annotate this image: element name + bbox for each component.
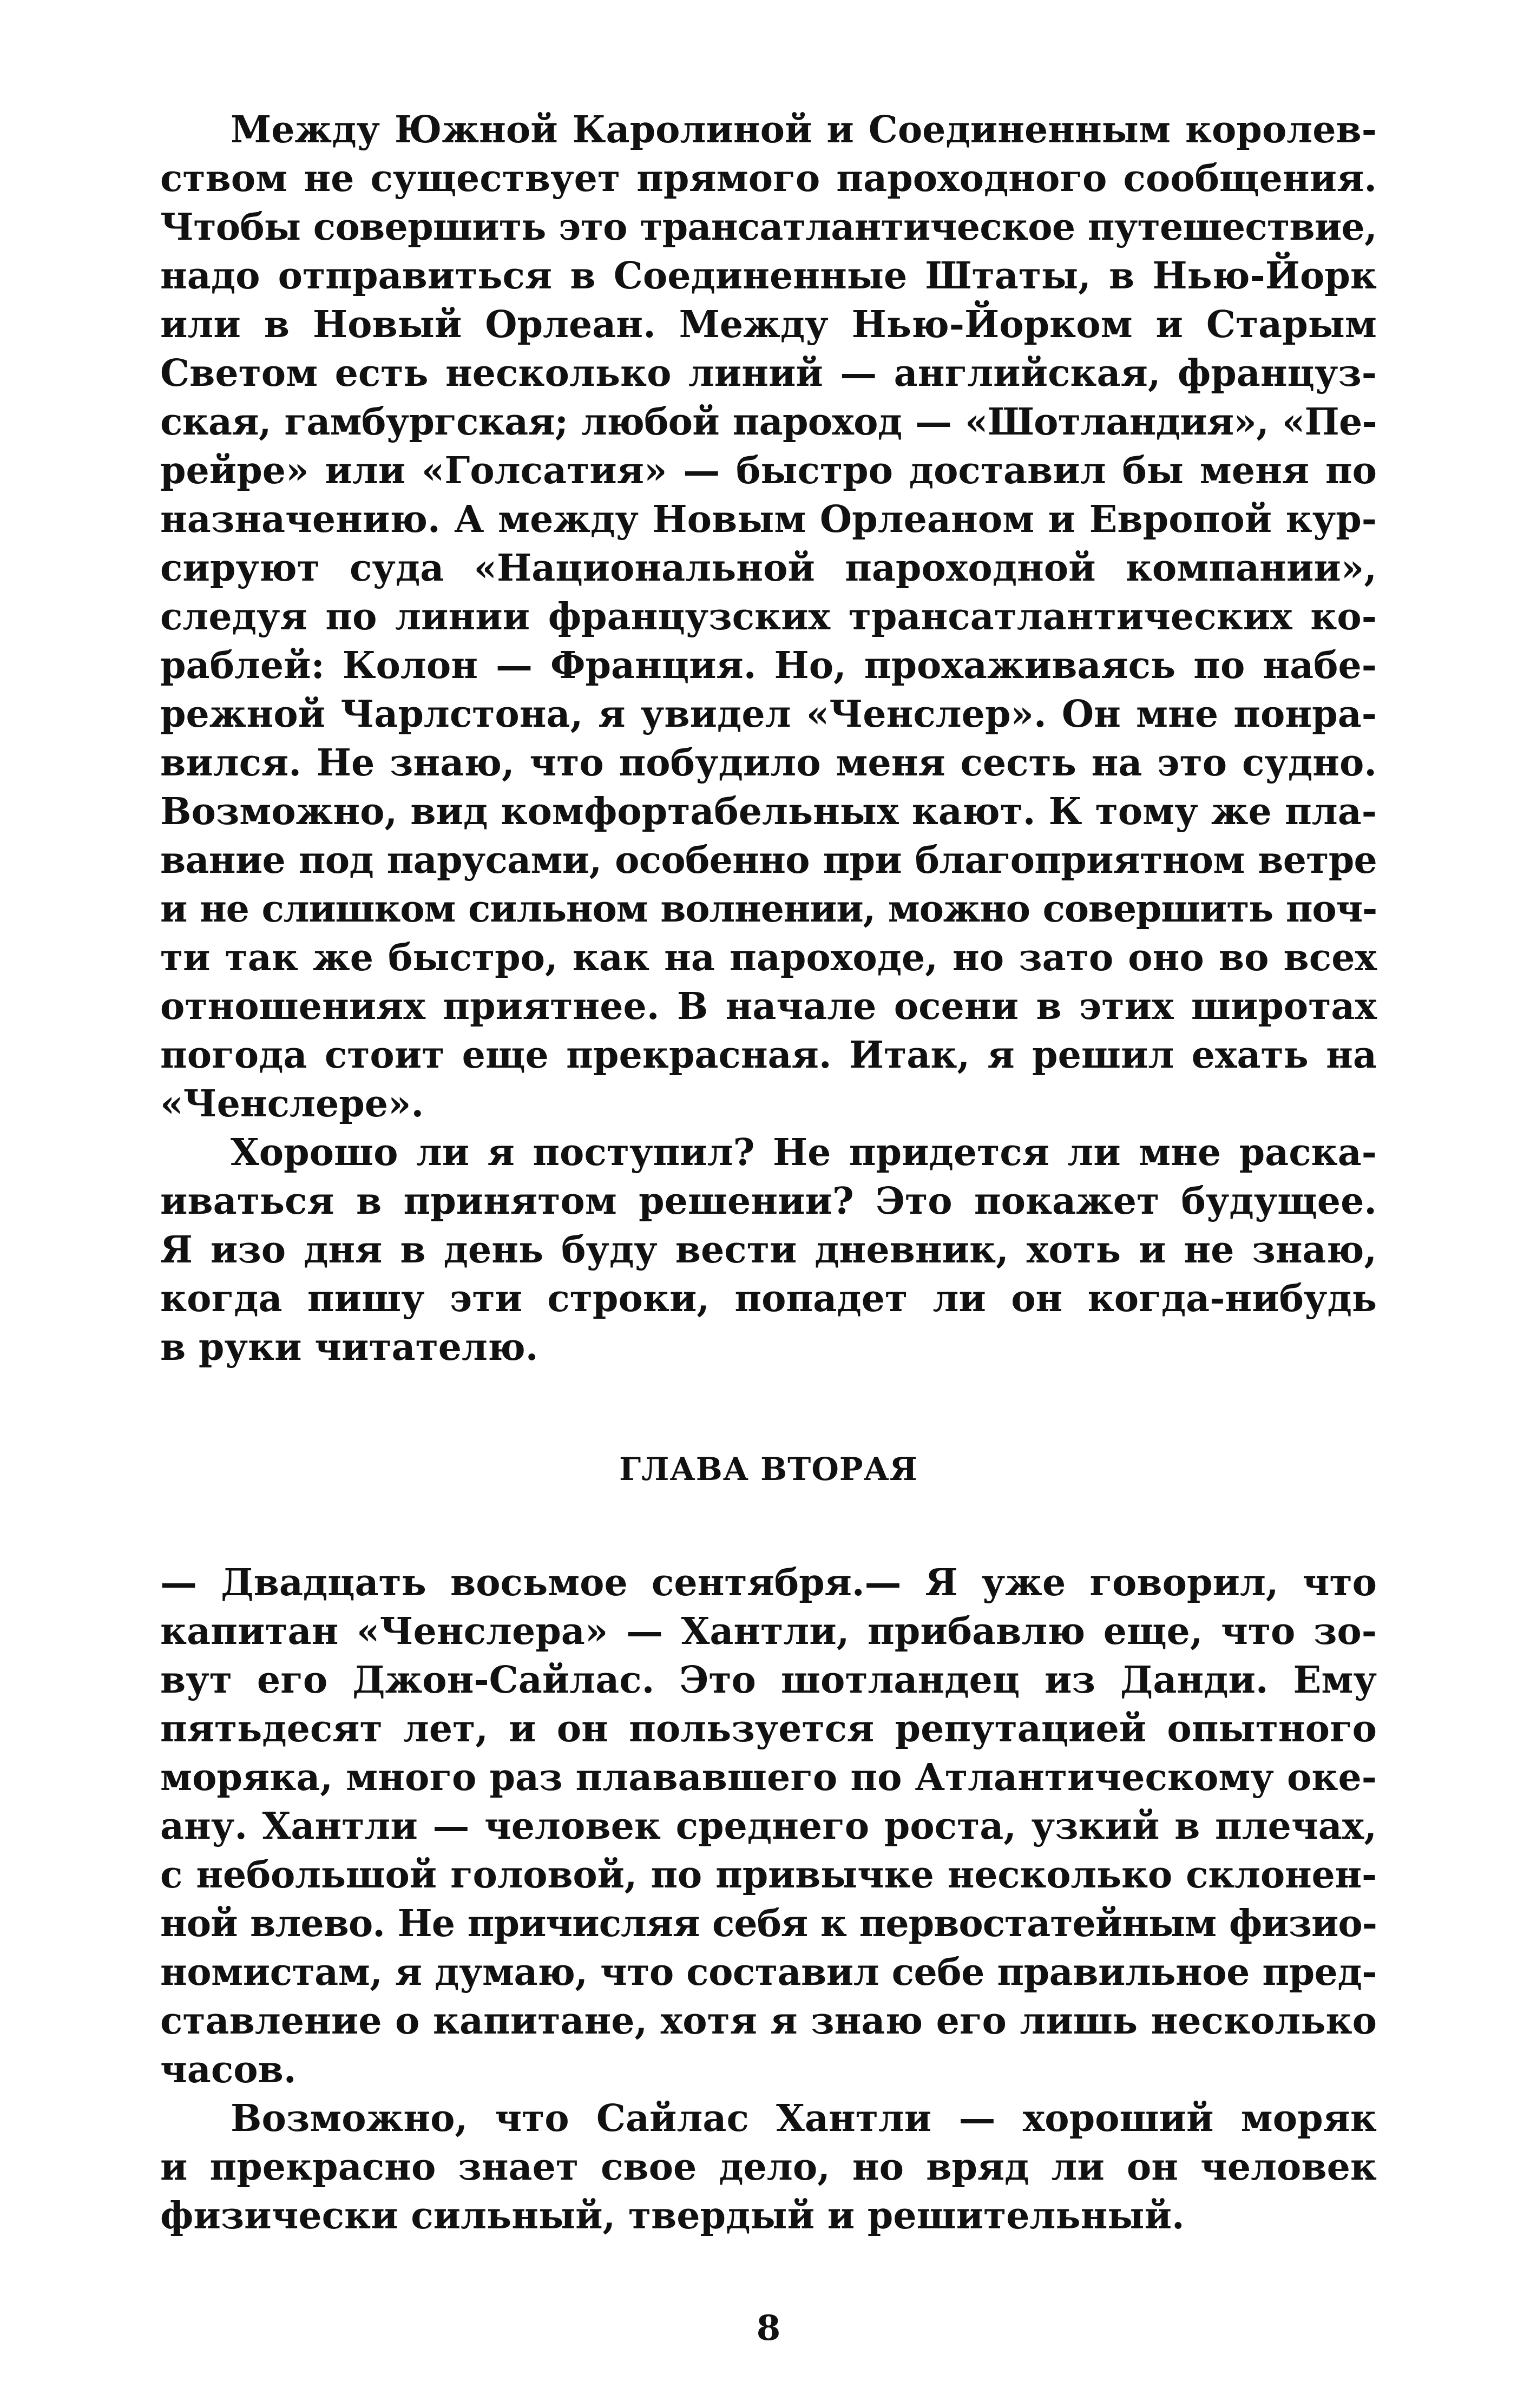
text-line: следуя по линии французских трансатлантических ко- <box>160 595 1377 639</box>
text-line: и прекрасно знает свое дело, но вряд ли он человек <box>160 2146 1377 2189</box>
text-line: вился. Не знаю, что побудило меня сесть на это судно. <box>160 741 1377 785</box>
text-line: капитан «Ченслера» — Хантли, прибавлю еще, что зо- <box>160 1610 1377 1653</box>
text-line: раблей: Колон — Франция. Но, прохаживаясь по набе- <box>160 644 1377 687</box>
text-line: ану. Хантли — человек среднего роста, узкий в плечах, <box>160 1805 1377 1848</box>
text-line: вут его Джон-Сайлас. Это шотландец из Данди. Ему <box>160 1659 1377 1702</box>
text-line: надо отправиться в Соединенные Штаты, в Нью-Йорк <box>160 254 1377 298</box>
text-line: Возможно, что Сайлас Хантли — хороший моряк <box>231 2097 1377 2140</box>
text-line: — Двадцать восьмое сентября.— Я уже говорил, что <box>160 1561 1377 1604</box>
text-line: сируют суда «Национальной пароходной компании», <box>160 547 1377 590</box>
text-line: или в Новый Орлеан. Между Нью-Йорком и Старым <box>160 303 1377 346</box>
text-line: рейре» или «Голсатия» — быстро доставил бы меня по <box>160 449 1377 492</box>
text-line: иваться в принятом решении? Это покажет будущее. <box>160 1180 1377 1223</box>
text-line: погода стоит еще прекрасная. Итак, я решил ехать на <box>160 1034 1377 1077</box>
text-line: режной Чарлстона, я увидел «Ченслер». Он мне понра- <box>160 693 1377 736</box>
text-line: вание под парусами, особенно при благоприятном ветре <box>160 839 1377 882</box>
text-line: ством не существует прямого пароходного сообщения. <box>160 157 1377 200</box>
text-line: физически сильный, твердый и решительный. <box>160 2194 1185 2238</box>
text-line: Хорошо ли я поступил? Не придется ли мне раска- <box>231 1131 1377 1174</box>
text-line: назначению. А между Новым Орлеаном и Европой кур- <box>160 498 1377 541</box>
text-line: ская, гамбургская; любой пароход — «Шотландия», «Пе- <box>160 400 1377 444</box>
text-line: «Ченслере». <box>160 1082 424 1126</box>
text-line: Возможно, вид комфортабельных кают. К тому же пла- <box>160 790 1377 833</box>
text-line: часов. <box>160 2048 297 2091</box>
text-line: и не слишком сильном волнении, можно совершить поч- <box>160 887 1377 931</box>
chapter-title: ГЛАВА ВТОРАЯ <box>619 1451 918 1488</box>
text-line: Чтобы совершить это трансатлантическое путешествие, <box>160 206 1377 249</box>
text-line: Я изо дня в день буду вести дневник, хоть и не знаю, <box>160 1228 1377 1272</box>
text-line: ной влево. Не причисляя себя к первостатейным физио- <box>160 1902 1377 1945</box>
page-number: 8 <box>756 2308 781 2348</box>
text-line: отношениях приятнее. В начале осени в этих широтах <box>160 985 1377 1028</box>
text-line: Между Южной Каролиной и Соединенным королев- <box>231 108 1377 152</box>
text-line: ставление о капитане, хотя я знаю его лишь несколько <box>160 1999 1377 2043</box>
text-line: номистам, я думаю, что составил себе правильное пред- <box>160 1951 1377 1994</box>
text-line: Светом есть несколько линий — английская, француз- <box>160 352 1377 395</box>
text-line: моряка, много раз плававшего по Атлантическому оке- <box>160 1756 1377 1799</box>
text-line: с небольшой головой, по привычке несколько склонен- <box>160 1853 1377 1897</box>
text-line: пятьдесят лет, и он пользуется репутацией опытного <box>160 1707 1377 1751</box>
text-line: когда пишу эти строки, попадет ли он когда-нибудь <box>160 1277 1377 1320</box>
text-line: в руки читателю. <box>160 1326 538 1369</box>
text-line: ти так же быстро, как на пароходе, но зато оно во всех <box>160 936 1377 979</box>
